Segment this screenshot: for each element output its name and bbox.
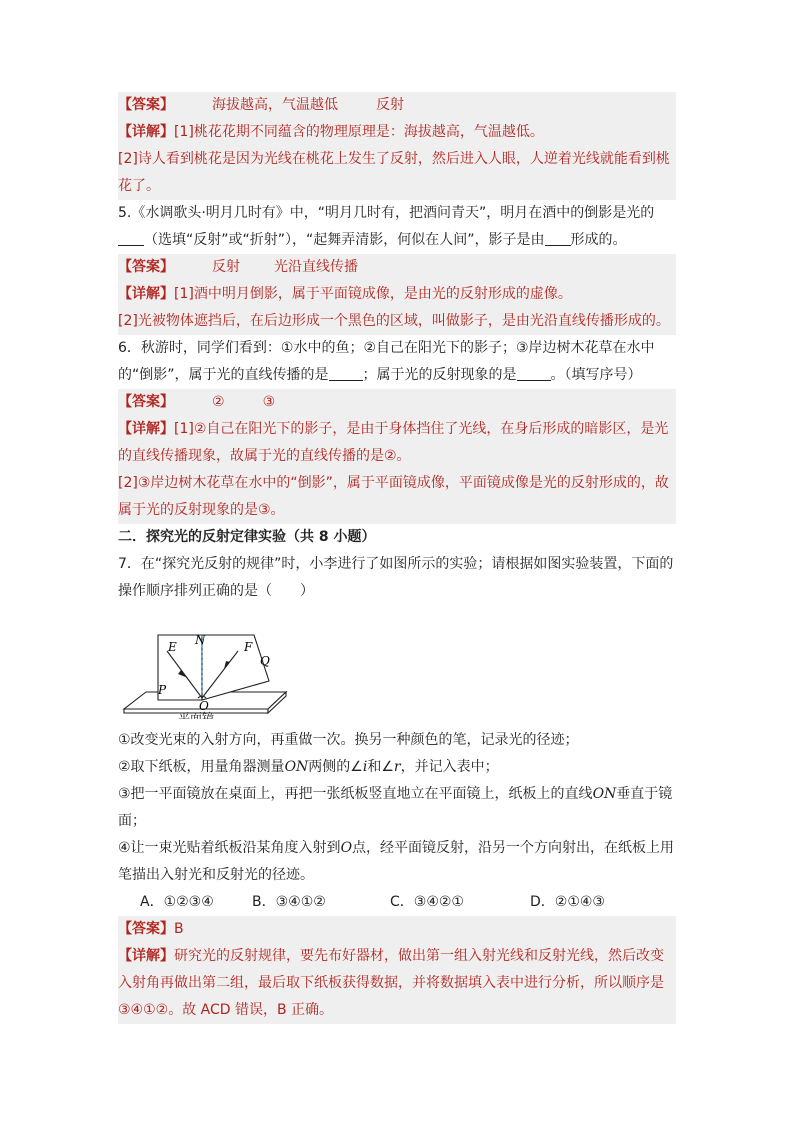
detail-tag: 【详解】 bbox=[118, 948, 174, 964]
q5-question-a: 5.《水调歌头·明月几时有》中，“明月几时有，把酒问青天”，明月在酒中的倒影是光的 bbox=[118, 205, 655, 221]
q6-detail-1-text: [1]②自己在阳光下的影子，是由于身体挡住了光线，在身后形成的暗影区，是光的直线传播现象，故属于光的直线传播的是②。 bbox=[118, 421, 669, 464]
answer-tag: 【答案】 bbox=[118, 394, 174, 410]
document-page bbox=[118, 92, 676, 1024]
reflection-diagram bbox=[118, 607, 676, 723]
detail-tag: 【详解】 bbox=[118, 124, 174, 140]
label-o: O bbox=[199, 699, 209, 713]
q6-answer-line bbox=[118, 389, 676, 416]
q6-answer-2: ③ bbox=[262, 394, 276, 410]
q7-step-2-on: ON bbox=[284, 759, 309, 775]
q7-detail-seq: ③④①② bbox=[118, 1002, 169, 1018]
q5-question-b: （选填“反射”或“折射”），“起舞弄清影，何似在人间”，影子是由 bbox=[144, 232, 545, 248]
q5-blank-1 bbox=[118, 231, 144, 246]
q7-answer: B bbox=[174, 921, 184, 937]
q5-question bbox=[118, 200, 676, 254]
q6-blank-1 bbox=[329, 366, 363, 381]
label-n: N bbox=[195, 633, 206, 647]
q4-detail-1 bbox=[118, 119, 676, 146]
q7-step-2-b: 两侧的∠ bbox=[308, 759, 363, 775]
q7-step-2-a: ②取下纸板，用量角器测量 bbox=[118, 759, 285, 775]
option-a[interactable]: A．①②③④ bbox=[140, 894, 214, 910]
q7-step-4-b: 点，经平面镜反射，沿另一个方向射出，在纸板上用笔描出入射光和反射光的径迹。 bbox=[118, 840, 675, 883]
q6-answer-1: ② bbox=[212, 394, 225, 410]
option-b[interactable]: B．③④①② bbox=[252, 894, 326, 910]
q7-answer-line bbox=[118, 916, 676, 943]
answer-tag: 【答案】 bbox=[118, 259, 174, 275]
q6-question-b: ；属于光的反射现象的是 bbox=[362, 367, 517, 383]
q6-blank-2 bbox=[517, 366, 551, 381]
option-c[interactable]: C．③④②① bbox=[390, 894, 464, 910]
q7-step-2-r: r bbox=[393, 759, 401, 775]
q6-question-a: 6．秋游时，同学们看到：①水中的鱼；②自己在阳光下的影子；③岸边树木花草在水中的“倒影”，属于光的直线传播的是 bbox=[118, 340, 655, 383]
q7-detail bbox=[118, 943, 676, 1024]
q7-step-4 bbox=[118, 835, 676, 889]
option-d[interactable]: D．②①④③ bbox=[530, 894, 605, 910]
q7-detail-2: 。故 ACD 错误，B 正确。 bbox=[168, 1002, 334, 1018]
q7-answer-block bbox=[118, 916, 676, 1024]
q6-question-c: 。（填写序号） bbox=[550, 367, 642, 383]
q7-step-2-c: 和∠ bbox=[367, 759, 394, 775]
q5-answer-2: 光沿直线传播 bbox=[274, 259, 358, 275]
label-e: E bbox=[168, 640, 177, 654]
q7-step-3 bbox=[118, 781, 676, 835]
q5-question-c: 形成的。 bbox=[570, 232, 627, 248]
detail-tag: 【详解】 bbox=[118, 286, 174, 302]
q5-detail-1-text: [1]酒中明月倒影，属于平面镜成像，是由光的反射形成的虚像。 bbox=[174, 286, 572, 302]
q7-step-3-on: ON bbox=[592, 786, 617, 802]
section-heading: 二．探究光的反射定律实验（共 8 小题） bbox=[118, 529, 376, 545]
q7-detail-1: 研究光的反射规律，要先布好器材，做出第一组入射光线和反射光线，然后改变入射角再做出第二组，最后取下纸板获得数据，并将数据填入表中进行分析，所以顺序是 bbox=[118, 948, 664, 991]
label-mirror: 平面镜 bbox=[178, 711, 215, 719]
q7-step-3-b: 垂直于镜面； bbox=[118, 786, 673, 829]
label-f: F bbox=[244, 640, 253, 654]
q5-blank-2 bbox=[545, 231, 571, 246]
q5-answer-block bbox=[118, 254, 676, 335]
q4-answer-2: 反射 bbox=[376, 97, 404, 113]
q4-detail-1-text: [1]桃花花期不同蕴含的物理原理是：海拔越高，气温越低。 bbox=[174, 124, 544, 140]
label-q: Q bbox=[260, 654, 270, 668]
q7-step-4-o: O bbox=[340, 840, 353, 856]
q4-answer-1: 海拔越高，气温越低 bbox=[212, 97, 338, 113]
q5-answer-1: 反射 bbox=[212, 259, 240, 275]
q7-options bbox=[118, 889, 676, 916]
q7-step-1: ①改变光束的入射方向，再重做一次。换另一种颜色的笔，记录光的径迹； bbox=[118, 732, 579, 748]
q5-answer-line bbox=[118, 254, 676, 281]
q7-step-2-i: i bbox=[362, 759, 368, 775]
answer-tag: 【答案】 bbox=[118, 97, 174, 113]
board-right bbox=[202, 635, 269, 700]
q4-answer-line bbox=[118, 92, 676, 119]
q5-detail-1 bbox=[118, 281, 676, 308]
detail-tag: 【详解】 bbox=[118, 421, 174, 437]
q4-answer-block bbox=[118, 92, 676, 200]
q6-question bbox=[118, 335, 676, 389]
q5-detail-2: [2]光被物体遮挡后，在后边形成一个黑色的区域，叫做影子，是由光沿直线传播形成的。 bbox=[118, 313, 670, 329]
q7-question: 7．在“探究光反射的规律”时，小李进行了如图所示的实验；请根据如图实验装置，下面的操作顺序排列正确的是（ ） bbox=[118, 556, 674, 599]
answer-tag: 【答案】 bbox=[118, 921, 174, 937]
q6-answer-block bbox=[118, 389, 676, 524]
q7-step-4-a: ④让一束光贴着纸板沿某角度入射到 bbox=[118, 840, 341, 856]
q6-detail-2: [2]③岸边树木花草在水中的“倒影”，属于平面镜成像，平面镜成像是光的反射形成的，故属于光的反射现象的是③。 bbox=[118, 475, 669, 518]
q7-step-2 bbox=[118, 754, 676, 781]
reflection-apparatus-figure bbox=[118, 607, 318, 719]
q7-step-3-a: ③把一平面镜放在桌面上，再把一张纸板竖直地立在平面镜上，纸板上的直线 bbox=[118, 786, 593, 802]
q7-step-2-d: ，并记入表中； bbox=[400, 759, 499, 775]
label-p: P bbox=[158, 683, 167, 697]
q6-detail-1 bbox=[118, 416, 676, 470]
q4-detail-2: [2]诗人看到桃花是因为光线在桃花上发生了反射，然后进入人眼，人逆着光线就能看到桃花了。 bbox=[118, 151, 670, 194]
